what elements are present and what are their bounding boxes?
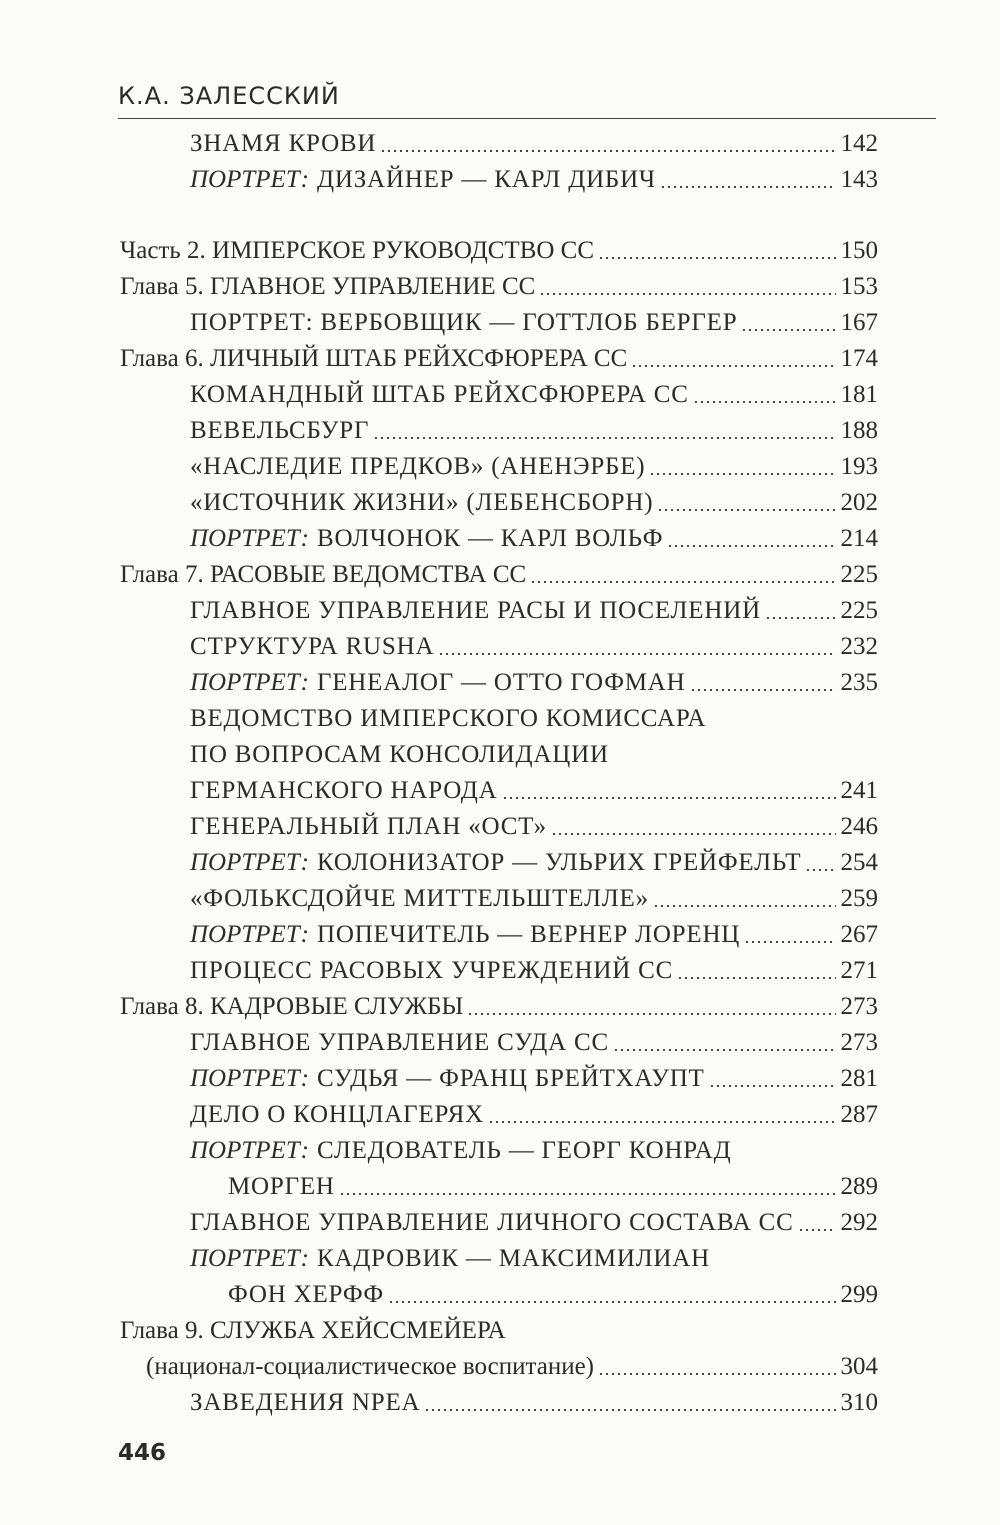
dot-leader (741, 329, 836, 331)
toc-entry[interactable] (190, 1062, 878, 1096)
toc-entry-title: СУДЬЯ — ФРАНЦ БРЕЙТХАУПТ (316, 1065, 705, 1092)
toc-entry-page: 188 (840, 417, 878, 444)
toc-entry[interactable] (190, 522, 878, 556)
toc-entry-page: 235 (840, 669, 878, 696)
toc-entry[interactable] (190, 594, 878, 628)
toc-entry[interactable] (146, 1350, 878, 1384)
toc-entry-title: КАДРОВИК — МАКСИМИЛИАН (316, 1245, 710, 1272)
running-head: К.А. ЗАЛЕССКИЙ (118, 82, 340, 110)
toc-entry[interactable] (190, 1026, 878, 1060)
toc-entry-title: ГЛАВНОЕ УПРАВЛЕНИЕ ЛИЧНОГО СОСТАВА СС (190, 1209, 794, 1236)
toc-entry-title: Глава 8. КАДРОВЫЕ СЛУЖБЫ (120, 993, 464, 1020)
toc-entry-title: «ИСТОЧНИК ЖИЗНИ» (ЛЕБЕНСБОРН) (190, 489, 654, 516)
toc-entry-page: 292 (840, 1209, 878, 1236)
toc-entry-title: ГЕРМАНСКОГО НАРОДА (190, 777, 498, 804)
toc-entry-page: 214 (840, 525, 878, 552)
toc-entry-page: 241 (840, 777, 878, 804)
toc-entry-title: Глава 5. ГЛАВНОЕ УПРАВЛЕНИЕ СС (120, 273, 536, 300)
toc-entry[interactable] (228, 1278, 878, 1312)
toc-entry-title: МОРГЕН (228, 1173, 335, 1200)
toc-entry-title: ФОН ХЕРФФ (228, 1281, 384, 1308)
toc-entry-prefix: ПОРТРЕТ: (190, 921, 309, 948)
toc-entry-line[interactable] (190, 1242, 878, 1276)
toc-entry-page: 232 (840, 633, 878, 660)
toc-entry-prefix: ПОРТРЕТ: (190, 166, 309, 193)
toc-entry[interactable] (190, 1386, 878, 1420)
dot-leader (649, 473, 836, 475)
dot-leader (667, 545, 836, 547)
toc-entry-prefix: ПОРТРЕТ: (190, 669, 309, 696)
dot-leader (631, 365, 836, 367)
toc-entry-title: ПО ВОПРОСАМ КОНСОЛИДАЦИИ (190, 741, 609, 768)
toc-entry-prefix: ПОРТРЕТ: (190, 525, 309, 552)
dot-leader (339, 1193, 836, 1195)
toc-entry-page: 287 (840, 1101, 878, 1128)
toc-entry-title: КОМАНДНЫЙ ШТАБ РЕЙХСФЮРЕРА СС (190, 381, 689, 408)
toc-entry-title: ВЕДОМСТВО ИМПЕРСКОГО КОМИССАРА (190, 705, 707, 732)
dot-leader (709, 1085, 836, 1087)
toc-part-entry[interactable] (120, 234, 878, 268)
toc-entry-page: 281 (840, 1065, 878, 1092)
dot-leader (502, 797, 836, 799)
toc-entry-title: ГЕНЕАЛОГ — ОТТО ГОФМАН (316, 669, 686, 696)
dot-leader (539, 293, 836, 295)
toc-entry-page: 153 (840, 273, 878, 300)
toc-entry-title: ГЛАВНОЕ УПРАВЛЕНИЕ СУДА СС (190, 1029, 610, 1056)
toc-entry[interactable] (190, 378, 878, 412)
dot-leader (798, 1229, 836, 1231)
dot-leader (373, 437, 836, 439)
toc-entry-page: 299 (840, 1281, 878, 1308)
dot-leader (488, 1121, 836, 1123)
toc-entry-page: 304 (840, 1353, 878, 1380)
toc-entry-title: ГЛАВНОЕ УПРАВЛЕНИЕ РАСЫ И ПОСЕЛЕНИЙ (190, 597, 761, 624)
toc-entry-title: СТРУКТУРА RUSHA (190, 633, 435, 660)
toc-chapter-entry[interactable] (120, 270, 878, 304)
toc-entry[interactable] (190, 1098, 878, 1132)
dot-leader (598, 257, 836, 259)
toc-entry-title: КОЛОНИЗАТОР — УЛЬРИХ ГРЕЙФЕЛЬТ (316, 849, 802, 876)
toc-chapter-entry[interactable] (120, 342, 878, 376)
dot-leader (598, 1373, 836, 1375)
dot-leader (530, 581, 836, 583)
toc-entry-line[interactable] (190, 702, 878, 736)
toc-chapter-entry[interactable] (120, 558, 878, 592)
toc-entry-page: 273 (840, 993, 878, 1020)
dot-leader (388, 1301, 836, 1303)
toc-entry-title: ПОРТРЕТ: ВЕРБОВЩИК — ГОТТЛОБ БЕРГЕР (190, 309, 738, 336)
toc-entry[interactable] (190, 666, 878, 700)
dot-leader (677, 977, 836, 979)
toc-entry[interactable] (190, 954, 878, 988)
dot-leader (765, 617, 836, 619)
toc-entry-page: 143 (840, 166, 878, 193)
toc-entry-title: ВОЛЧОНОК — КАРЛ ВОЛЬФ (316, 525, 664, 552)
dot-leader (690, 689, 837, 691)
dot-leader (551, 833, 836, 835)
toc-entry-page: 142 (840, 130, 878, 157)
toc-entry[interactable] (190, 414, 878, 448)
toc-entry-page: 310 (840, 1389, 878, 1416)
toc-entry[interactable] (190, 127, 878, 161)
toc-entry[interactable] (190, 486, 878, 520)
dot-leader (744, 941, 836, 943)
toc-entry-page: 225 (840, 561, 878, 588)
toc-entry-page: 267 (840, 921, 878, 948)
dot-leader (653, 905, 836, 907)
toc-entry-title: «НАСЛЕДИЕ ПРЕДКОВ» (АНЕНЭРБЕ) (190, 453, 646, 480)
toc-entry-page: 259 (840, 885, 878, 912)
toc-entry-prefix: ПОРТРЕТ: (190, 1065, 309, 1092)
toc-entry[interactable] (190, 306, 878, 340)
toc-entry-title: Глава 9. СЛУЖБА ХЕЙССМЕЙЕРА (120, 1317, 506, 1344)
dot-leader (438, 653, 836, 655)
toc-entry[interactable] (190, 630, 878, 664)
toc-entry[interactable] (190, 810, 878, 844)
toc-entry-prefix: ПОРТРЕТ: (190, 1137, 309, 1164)
toc-entry-prefix: ПОРТРЕТ: (190, 1245, 309, 1272)
toc-entry-title: ВЕВЕЛЬСБУРГ (190, 417, 370, 444)
page-number: 446 (118, 1440, 167, 1466)
dot-leader (613, 1049, 836, 1051)
toc-entry-line[interactable] (190, 738, 878, 772)
toc-entry-title: СЛЕДОВАТЕЛЬ — ГЕОРГ КОНРАД (316, 1137, 732, 1164)
toc-entry-page: 181 (840, 381, 878, 408)
toc-entry[interactable] (228, 1170, 878, 1204)
toc-entry-title: ГЕНЕРАЛЬНЫЙ ПЛАН «ОСТ» (190, 813, 547, 840)
toc-entry-title: (национал-социалистическое воспитание) (146, 1353, 595, 1380)
dot-leader (805, 869, 836, 871)
toc-entry-title: «ФОЛЬКСДОЙЧЕ МИТТЕЛЬШТЕЛЛЕ» (190, 885, 649, 912)
dot-leader (693, 401, 836, 403)
dot-leader (380, 150, 836, 152)
toc-entry[interactable] (190, 163, 878, 197)
toc-entry-page: 246 (840, 813, 878, 840)
toc-entry-page: 193 (840, 453, 878, 480)
header-rule (118, 118, 936, 119)
dot-leader (660, 186, 836, 188)
toc-entry[interactable] (190, 918, 878, 952)
toc-entry-title: ДИЗАЙНЕР — КАРЛ ДИБИЧ (316, 166, 656, 193)
toc-entry[interactable] (190, 846, 878, 880)
toc-entry[interactable] (190, 882, 878, 916)
toc-entry-page: 254 (840, 849, 878, 876)
dot-leader (424, 1409, 836, 1411)
toc-chapter-entry[interactable] (120, 990, 878, 1024)
toc-entry-page: 289 (840, 1173, 878, 1200)
toc-entry-title: ЗАВЕДЕНИЯ NPEA (190, 1389, 421, 1416)
toc-entry-page: 273 (840, 1029, 878, 1056)
dot-leader (467, 1013, 836, 1015)
toc-entry[interactable] (190, 1206, 878, 1240)
toc-entry[interactable] (190, 774, 878, 808)
toc-chapter-entry[interactable] (120, 1314, 878, 1348)
toc-entry-title: ПОПЕЧИТЕЛЬ — ВЕРНЕР ЛОРЕНЦ (316, 921, 741, 948)
toc-entry-page: 225 (840, 597, 878, 624)
toc-entry-title: Глава 6. ЛИЧНЫЙ ШТАБ РЕЙХСФЮРЕРА СС (120, 345, 628, 372)
toc-entry-title: ДЕЛО О КОНЦЛАГЕРЯХ (190, 1101, 484, 1128)
toc-entry-page: 167 (840, 309, 878, 336)
toc-entry-title: ПРОЦЕСС РАСОВЫХ УЧРЕЖДЕНИЙ СС (190, 957, 674, 984)
toc-entry-page: 271 (840, 957, 878, 984)
toc-entry-title: Часть 2. ИМПЕРСКОЕ РУКОВОДСТВО СС (120, 237, 595, 264)
toc-entry-line[interactable] (190, 1134, 878, 1168)
toc-entry-title: ЗНАМЯ КРОВИ (190, 130, 377, 157)
toc-entry-page: 150 (840, 237, 878, 264)
toc-entry-page: 174 (840, 345, 878, 372)
toc-entry-page: 202 (840, 489, 878, 516)
toc-entry-title: Глава 7. РАСОВЫЕ ВЕДОМСТВА СС (120, 561, 527, 588)
toc-entry[interactable] (190, 450, 878, 484)
dot-leader (657, 509, 836, 511)
toc-entry-prefix: ПОРТРЕТ: (190, 849, 309, 876)
